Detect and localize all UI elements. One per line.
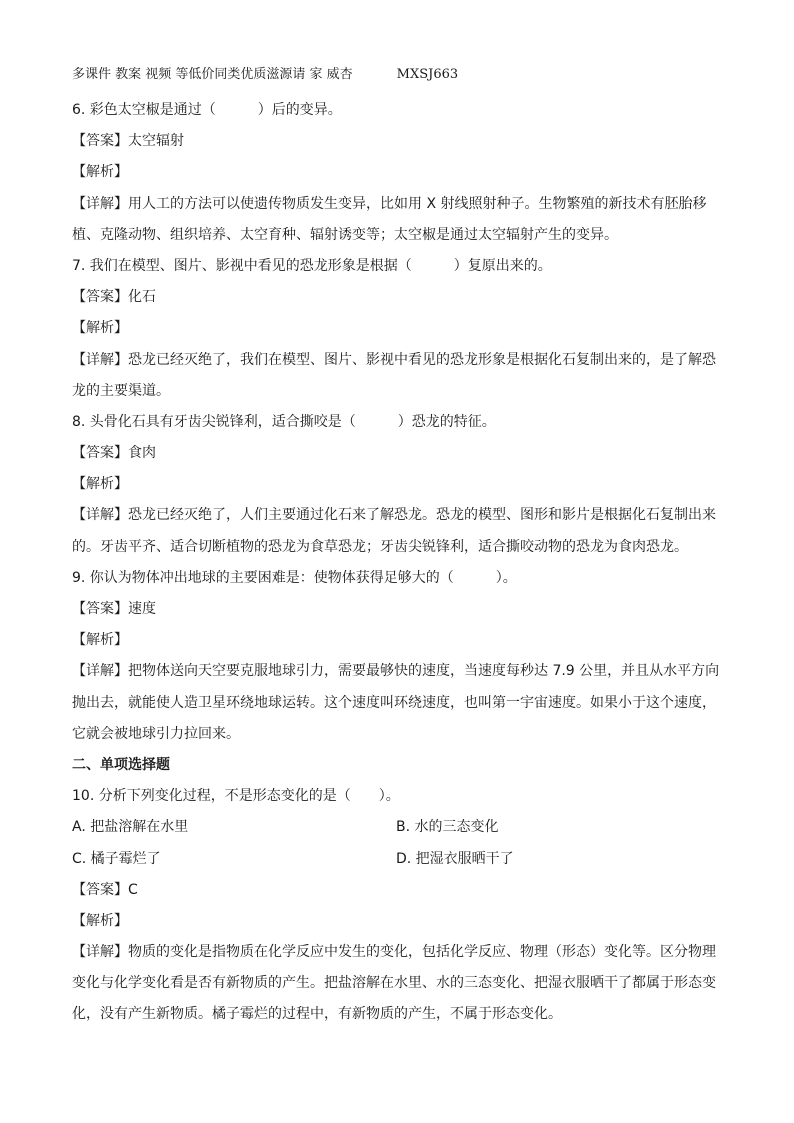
q7-stem: 7. 我们在模型、图片、影视中看见的恐龙形象是根据（ ）复原出来的。 xyxy=(72,257,552,274)
q6-answer: 【答案】太空辐射 xyxy=(72,133,184,150)
q10-option-d: D. 把湿衣服晒干了 xyxy=(396,850,514,867)
q8-detail-line-1: 【详解】恐龙已经灭绝了，人们主要通过化石来了解恐龙。恐龙的模型、图形和影片是根据化石复制出来 xyxy=(72,507,716,524)
q10-option-b: B. 水的三态变化 xyxy=(396,819,499,836)
q9-detail-line-2: 抛出去，就能使人造卫星环绕地球运转。这个速度叫环绕速度，也叫第一宇宙速度。如果小于这个速度， xyxy=(72,694,716,711)
document-body xyxy=(72,95,722,1031)
q10-detail-line-3: 化，没有产生新物质。橘子霉烂的过程中，有新物质的产生，不属于形态变化。 xyxy=(72,1006,562,1023)
q10-answer: 【答案】C xyxy=(72,881,138,898)
q8-detail-line-2: 的。牙齿平齐、适合切断植物的恐龙为食草恐龙；牙齿尖锐锋利，适合撕咬动物的恐龙为食肉恐龙。 xyxy=(72,538,688,555)
q7-analysis-label: 【解析】 xyxy=(72,320,128,337)
q10-options-row-1 xyxy=(72,812,722,843)
q6-stem: 6. 彩色太空椒是通过（ ）后的变异。 xyxy=(72,102,342,118)
q9-detail-line-3: 它就会被地球引力拉回来。 xyxy=(72,725,240,742)
q10-detail-line-2: 变化与化学变化看是否有新物质的产生。把盐溶解在水里、水的三态变化、把湿衣服晒干了都属于形态变 xyxy=(72,975,716,992)
page-header xyxy=(72,66,458,84)
q10-detail-line-1: 【详解】物质的变化是指物质在化学反应中发生的变化，包括化学反应、物理（形态）变化等。区分物理 xyxy=(72,944,716,961)
q7-detail-line-1: 【详解】恐龙已经灭绝了，我们在模型、图片、影视中看见的恐龙形象是根据化石复制出来的，是了解恐 xyxy=(72,351,716,368)
header-code: MXSJ663 xyxy=(396,67,459,82)
section-title: 二、单项选择题 xyxy=(72,756,170,773)
q9-detail-line-1: 【详解】把物体送向天空要克服地球引力，需要最够快的速度，当速度每秒达 7.9 公里，并且从水平方向 xyxy=(72,663,720,680)
q8-analysis-label: 【解析】 xyxy=(72,476,128,493)
q7-detail-line-2: 龙的主要渠道。 xyxy=(72,382,170,399)
header-text: 多课件 教案 视频 等低价同类优质滋源请 家 威杏 xyxy=(72,67,353,82)
q10-option-a: A. 把盐溶解在水里 xyxy=(72,819,189,836)
q10-options-row-2 xyxy=(72,844,722,875)
q10-option-c: C. 橘子霉烂了 xyxy=(72,850,161,867)
q10-analysis-label: 【解析】 xyxy=(72,912,128,929)
q6-detail-line-1: 【详解】用人工的方法可以使遗传物质发生变异，比如用 X 射线照射种子。生物繁殖的新技术有胚胎移 xyxy=(72,195,707,212)
q7-answer: 【答案】化石 xyxy=(72,289,156,306)
q9-analysis-label: 【解析】 xyxy=(72,632,128,649)
q6-detail-line-2: 植、克隆动物、组织培养、太空育种、辐射诱变等；太空椒是通过太空辐射产生的变异。 xyxy=(72,226,618,243)
q6-analysis-label: 【解析】 xyxy=(72,164,128,181)
q8-stem: 8. 头骨化石具有牙齿尖锐锋利，适合撕咬是（ ）恐龙的特征。 xyxy=(72,413,496,430)
q10-stem: 10. 分析下列变化过程，不是形态变化的是（ ）。 xyxy=(72,788,400,805)
q9-stem: 9. 你认为物体冲出地球的主要困难是：使物体获得足够大的（ ）。 xyxy=(72,569,517,586)
q8-answer: 【答案】食肉 xyxy=(72,445,156,462)
q9-answer: 【答案】速度 xyxy=(72,601,156,617)
